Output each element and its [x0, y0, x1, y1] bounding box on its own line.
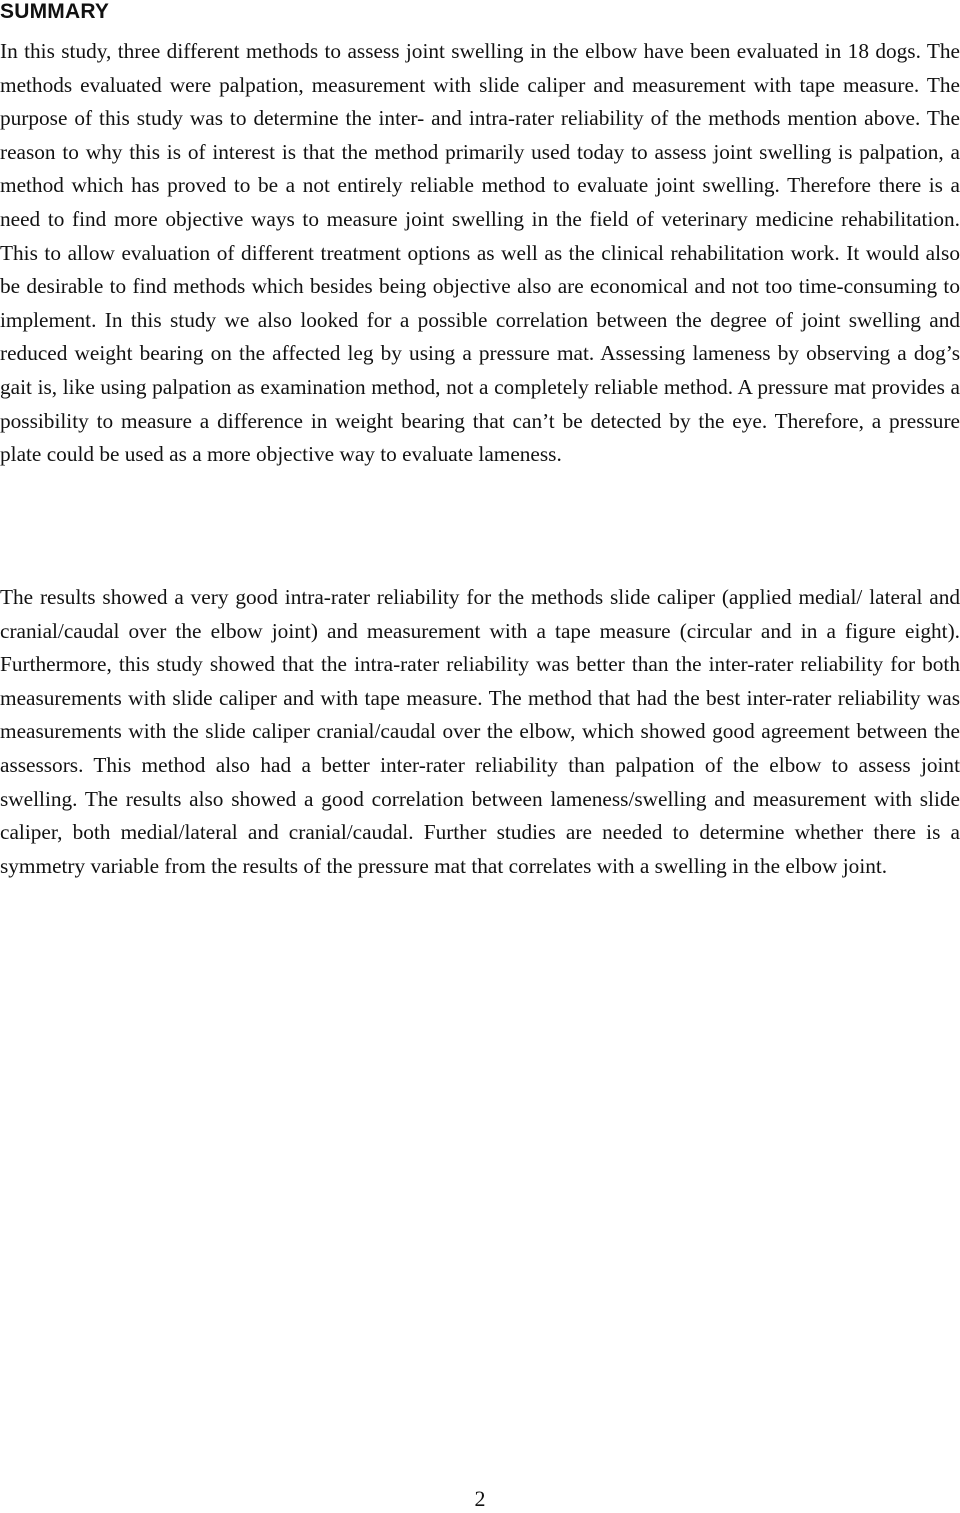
summary-paragraph-1: In this study, three different methods to assess joint swelling in the elbow have been evaluated in 18 dogs. The methods evaluated were palpation, measurement with slide caliper and measurement with tape measure. The purpose of this study was to determine the inter- and intra-rater reliability of the methods mention above. The reason to why this is of interest is that the method primarily used today to assess joint swelling is palpation, a method which has proved to be a not entirely reliable method to evaluate joint swelling. Therefore there is a need to find more objective ways to measure joint swelling in the field of veterinary medicine rehabilitation. This to allow evaluation of different treatment options as well as the clinical rehabilitation work. It would also be desirable to find methods which besides being objective also are economical and not too time-consuming to implement. In this study we also looked for a possible correlation between the degree of joint swelling and reduced weight bearing on the affected leg by using a pressure mat. Assessing lameness by observing a dog’s gait is, like using palpation as examination method, not a completely reliable method. A pressure mat provides a possibility to measure a difference in weight bearing that can’t be detected by the eye. Therefore, a pressure plate could be used as a more objective way to evaluate lameness.: [0, 39, 960, 467]
page-number: 2: [474, 1486, 486, 1511]
section-heading: SUMMARY: [0, 0, 110, 23]
summary-paragraph-2: The results showed a very good intra-rater reliability for the methods slide caliper (applied medial/ lateral and cranial/caudal over the elbow joint) and measurement with a tape measure (circular and in a figure eight). Furthermore, this study showed that the intra-rater reliability was better than the inter-rater reliability for both measurements with slide caliper and with tape measure. The method that had the best inter-rater reliability was measurements with the slide caliper cranial/caudal over the elbow, which showed good agreement between the assessors. This method also had a better inter-rater reliability than palpation of the elbow to assess joint swelling. The results also showed a good correlation between lameness/swelling and measurement with slide caliper, both medial/lateral and cranial/caudal. Further studies are needed to determine whether there is a symmetry variable from the results of the pressure mat that correlates with a swelling in the elbow joint.: [0, 585, 960, 878]
